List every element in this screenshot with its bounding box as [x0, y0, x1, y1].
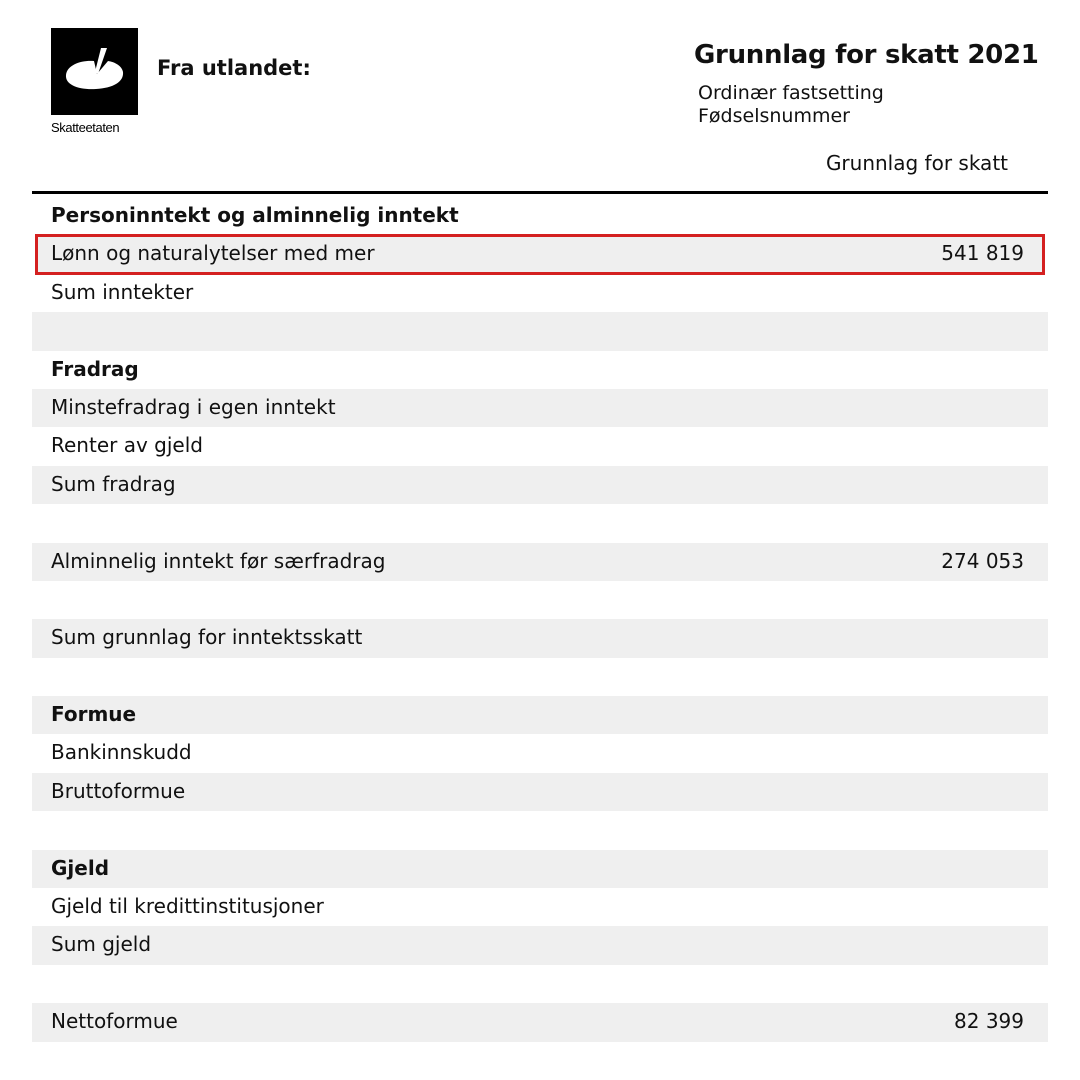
row-label: Sum gjeld [51, 932, 152, 957]
row-label: Minstefradrag i egen inntekt [51, 394, 336, 419]
table-row [32, 274, 1048, 312]
table-row [32, 734, 1048, 772]
table-row [32, 926, 1048, 964]
section-heading [32, 696, 1048, 734]
row-label: Fradrag [51, 356, 139, 381]
spacer-row [32, 312, 1048, 350]
table-row [32, 466, 1048, 504]
row-label: Bankinnskudd [51, 740, 192, 765]
row-value: 82 399 [954, 1009, 1024, 1034]
spacer-row [32, 504, 1048, 542]
spacer-row [32, 658, 1048, 696]
row-label: Lønn og naturalytelser med mer [51, 241, 375, 266]
table-row [32, 888, 1048, 926]
spacer-row [32, 965, 1048, 1003]
spacer-row [32, 811, 1048, 849]
assessment-type: Ordinær fastsetting [698, 82, 884, 104]
section-heading [32, 197, 1048, 235]
table-row [36, 235, 1044, 273]
section-heading [32, 351, 1048, 389]
row-label: Sum fradrag [51, 471, 176, 496]
tax-basis-table [32, 197, 1048, 1042]
table-row [32, 1003, 1048, 1041]
row-value: 541 819 [941, 241, 1024, 266]
row-label: Formue [51, 702, 137, 727]
row-label: Sum grunnlag for inntektsskatt [51, 625, 363, 650]
logo-wordmark: Skatteetaten [51, 120, 120, 135]
row-label: Alminnelig inntekt før særfradrag [51, 548, 386, 573]
column-header: Grunnlag for skatt [825, 151, 1008, 175]
logo [51, 28, 140, 135]
section-heading [32, 850, 1048, 888]
skatteetaten-logo-icon [51, 28, 138, 115]
row-label: Personinntekt og alminnelig inntekt [51, 203, 459, 227]
row-label: Sum inntekter [51, 279, 194, 304]
table-row [32, 773, 1048, 811]
from-abroad-label: Fra utlandet: [157, 56, 311, 80]
table-row [32, 543, 1048, 581]
table-row [32, 389, 1048, 427]
birth-number-label: Fødselsnummer [698, 105, 850, 127]
row-label: Gjeld til kredittinstitusjoner [51, 894, 324, 919]
row-label: Bruttoformue [51, 778, 186, 803]
document-title: Grunnlag for skatt 2021 [694, 40, 1039, 70]
row-label: Gjeld [51, 855, 110, 880]
table-row [32, 619, 1048, 657]
row-label: Renter av gjeld [51, 433, 203, 458]
row-value: 274 053 [941, 548, 1024, 573]
table-row [32, 427, 1048, 465]
spacer-row [32, 581, 1048, 619]
header-divider [32, 191, 1048, 194]
row-label: Nettoformue [51, 1009, 178, 1034]
